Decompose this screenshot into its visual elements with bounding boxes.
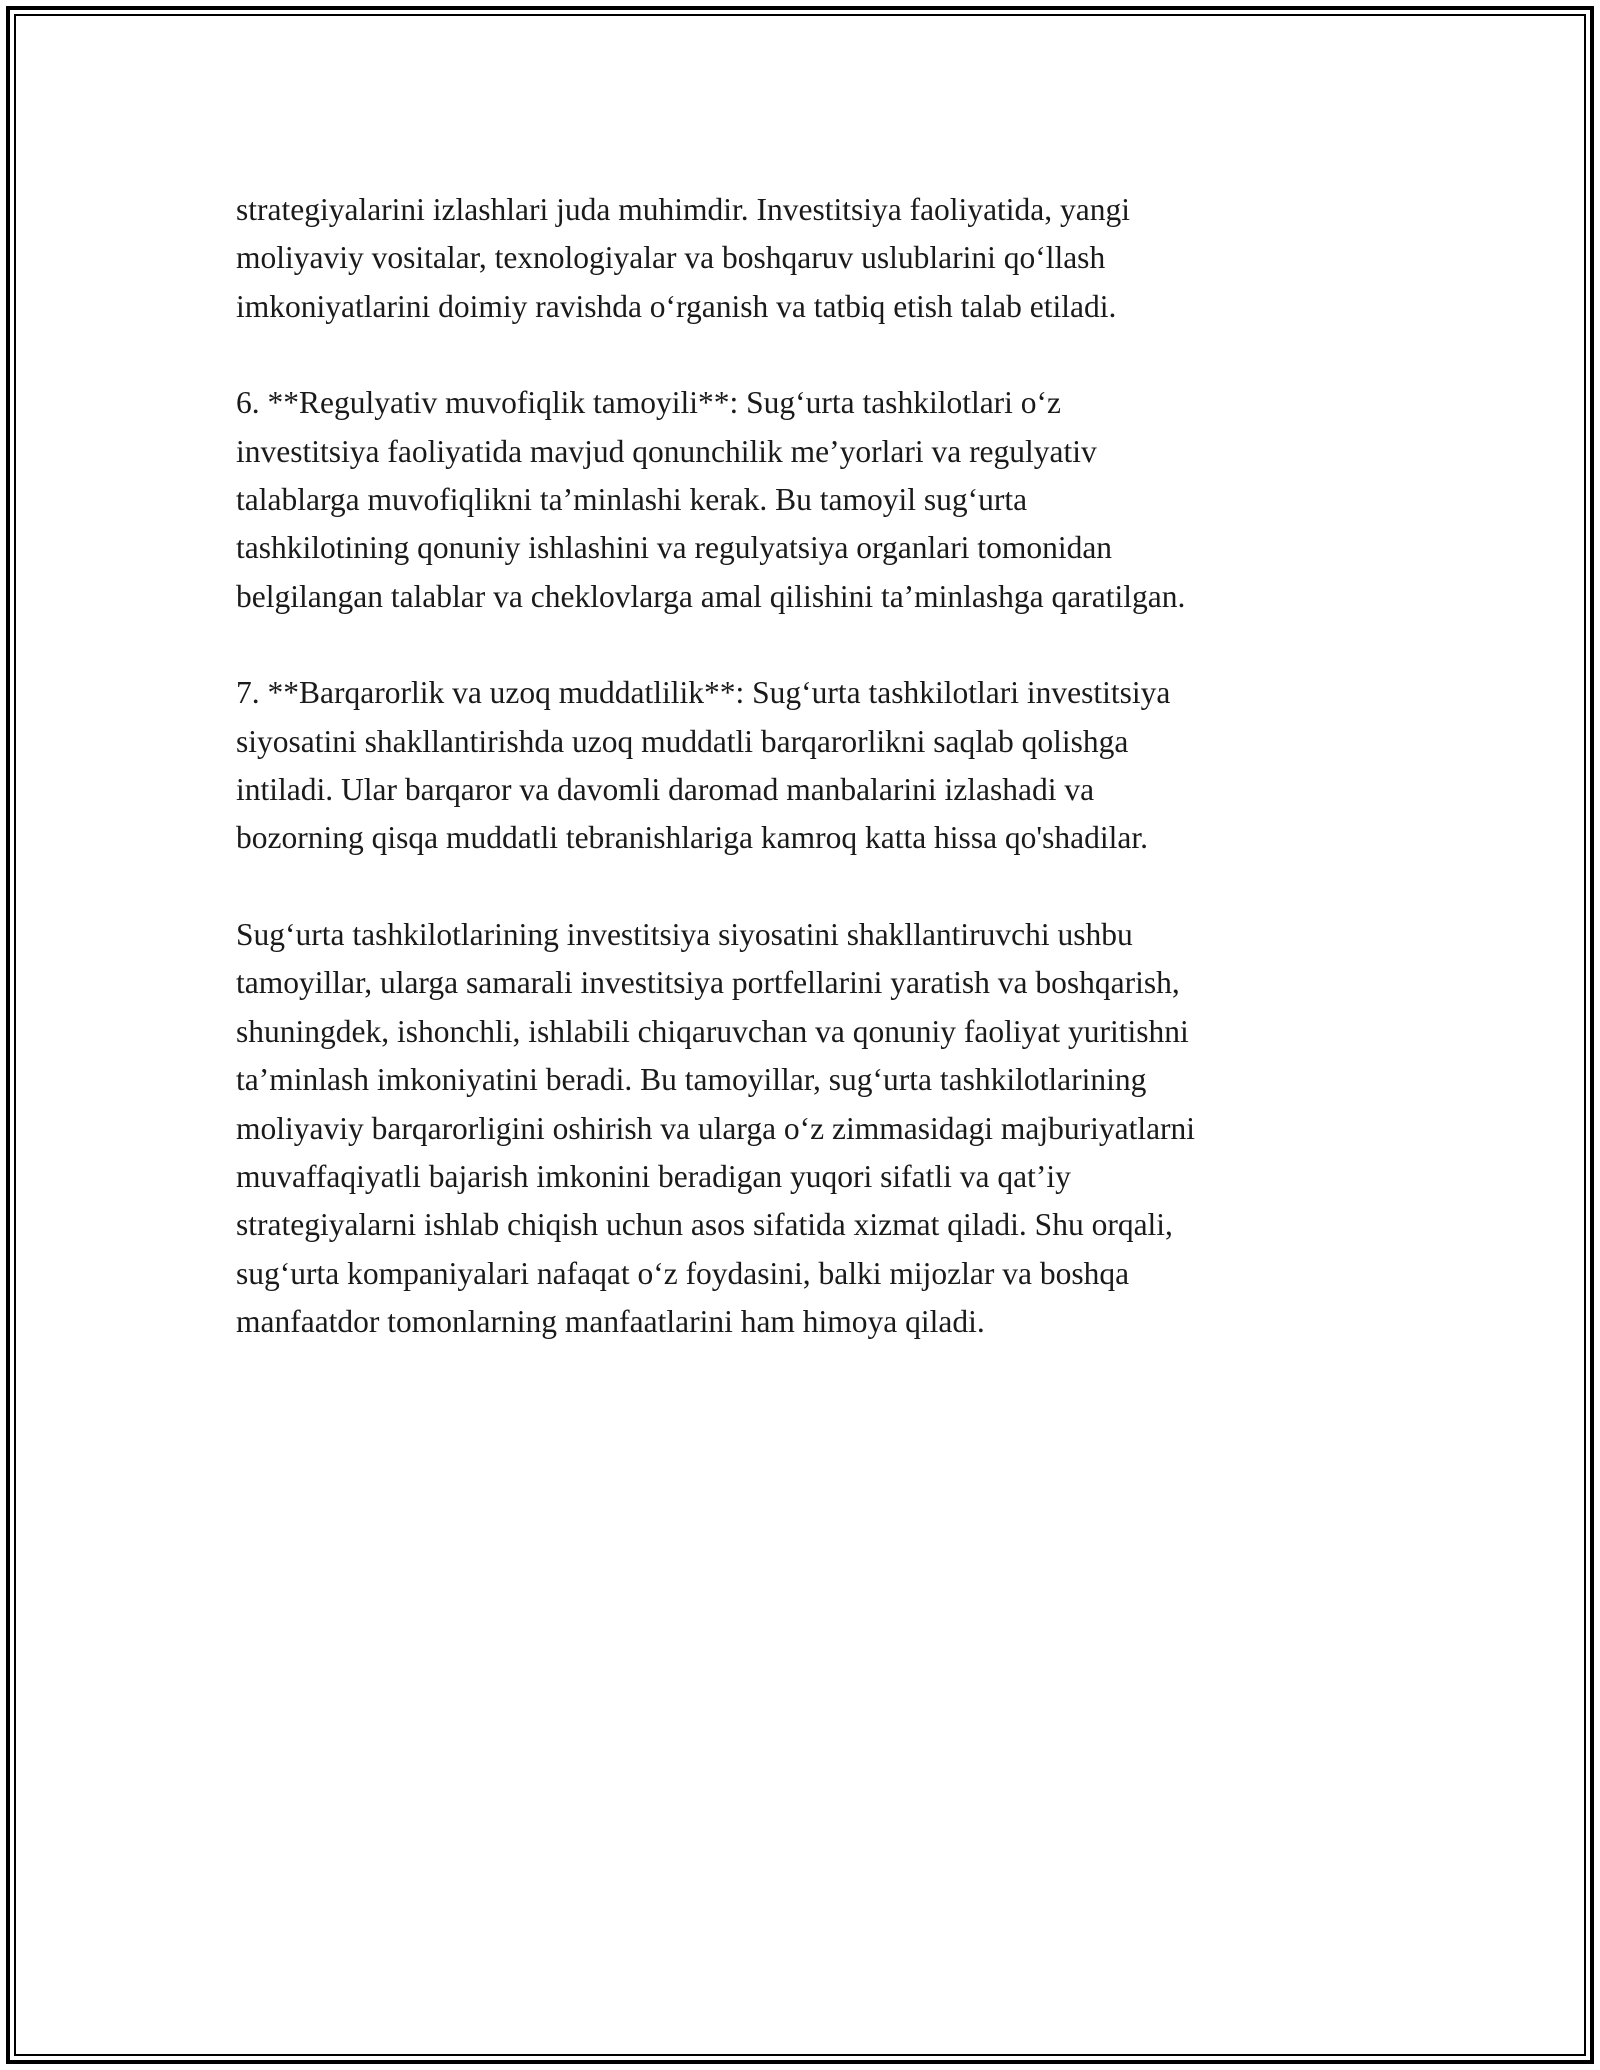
text-line: Sug‘urta tashkilotlarining investitsiya siyosatini shakllantiruvchi ushbu (236, 916, 1133, 952)
text-line: manfaatdor tomonlarning manfaatlarini ham himoya qiladi. (236, 1304, 985, 1340)
text-line: tashkilotining qonuniy ishlashini va regulyatsiya organlari tomonidan (236, 530, 1113, 566)
paragraph-continuation (236, 186, 1366, 331)
text-line: moliyaviy barqarorligini oshirish va ularga o‘z zimmasidagi majburiyatlarni (236, 1110, 1196, 1146)
text-line: ta’minlash imkoniyatini beradi. Bu tamoyillar, sug‘urta tashkilotlarining (236, 1062, 1147, 1098)
text-line: investitsiya faoliyatida mavjud qonunchilik me’yorlari va regulyativ (236, 433, 1097, 469)
text-line: strategiyalarini izlashlari juda muhimdir. Investitsiya faoliyatida, yangi (236, 192, 1131, 227)
text-line: 7. **Barqarorlik va uzoq muddatlilik**: Sug‘urta tashkilotlari investitsiya (236, 675, 1171, 711)
paragraph-conclusion (236, 911, 1366, 1347)
text-line: intiladi. Ular barqaror va davomli daromad manbalarini izlashadi va (236, 772, 1095, 808)
text-line: strategiyalarni ishlab chiqish uchun asos sifatida xizmat qiladi. Shu orqali, (236, 1207, 1173, 1243)
text-line: siyosatini shakllantirishda uzoq muddatli barqarorlikni saqlab qolishga (236, 723, 1129, 759)
text-line: muvaffaqiyatli bajarish imkonini beradigan yuqori sifatli va qat’iy (236, 1158, 1071, 1194)
text-line: imkoniyatlarini doimiy ravishda o‘rganish va tatbiq etish talab etiladi. (236, 288, 1117, 324)
text-line: shuningdek, ishonchli, ishlabili chiqaruvchan va qonuniy faoliyat yuritishni (236, 1013, 1189, 1049)
text-line: sug‘urta kompaniyalari nafaqat o‘z foydasini, balki mijozlar va boshqa (236, 1255, 1130, 1291)
paragraph-principle-7 (236, 669, 1366, 863)
paragraph-principle-6 (236, 379, 1366, 621)
text-line: talablarga muvofiqlikni ta’minlashi kerak. Bu tamoyil sug‘urta (236, 482, 1028, 518)
document-body (236, 186, 1366, 1395)
text-line: moliyaviy vositalar, texnologiyalar va boshqaruv uslublarini qo‘llash (236, 240, 1106, 276)
text-line: bozorning qisqa muddatli tebranishlariga kamroq katta hissa qo'shadilar. (236, 820, 1148, 856)
text-line: tamoyillar, ularga samarali investitsiya portfellarini yaratish va boshqarish, (236, 965, 1180, 1001)
text-line: belgilangan talablar va cheklovlarga amal qilishini ta’minlashga qaratilgan. (236, 578, 1186, 614)
text-line: 6. **Regulyativ muvofiqlik tamoyili**: Sug‘urta tashkilotlari o‘z (236, 385, 1062, 421)
